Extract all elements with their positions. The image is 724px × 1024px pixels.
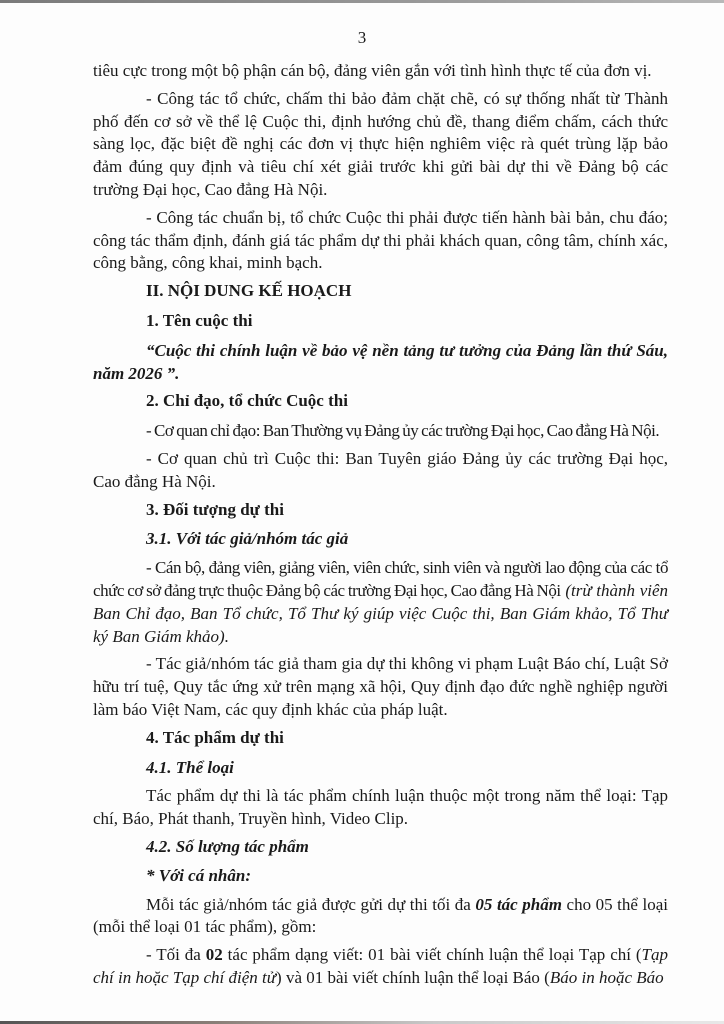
heading-direction: 2. Chỉ đạo, tổ chức Cuộc thi bbox=[146, 391, 348, 411]
paragraph-directing-agency: - Cơ quan chỉ đạo: Ban Thường vụ Đảng ủy các trường Đại học, Cao đẳng Hà Nội. bbox=[146, 421, 660, 441]
written-count: 02 bbox=[205, 945, 223, 965]
eligible-text: - Cán bộ, đảng viên, giảng viên, viên chức, sinh viên và người lao động của các tổ chức cơ sở đảng trực thuộc Đảng bộ các trường Đại học, Cao đẳng Hà Nội bbox=[93, 558, 668, 600]
written-magazine-types: Tạp chí in hoặc Tạp chí điện tử bbox=[93, 945, 669, 987]
scan-edge-top bbox=[0, 0, 724, 3]
document-body bbox=[93, 60, 668, 995]
page-number: 3 bbox=[357, 28, 367, 47]
paragraph-genres: Tác phẩm dự thi là tác phẩm chính luận thuộc một trong năm thể loại: Tạp chí, Báo, Phát thanh, Truyền hình, Video Clip. bbox=[93, 786, 668, 829]
heading-entry-count: 4.2. Số lượng tác phẩm bbox=[146, 836, 309, 856]
contest-name: “Cuộc thi chính luận về bảo vệ nền tảng tư tưởng của Đảng lần thứ Sáu, năm 2026 ”. bbox=[93, 340, 668, 383]
section-heading-II: II. NỘI DUNG KẾ HOẠCH bbox=[146, 281, 352, 301]
paragraph-continuation: tiêu cực trong một bộ phận cán bộ, đảng viên gắn với tình hình thực tế của đơn vị. bbox=[93, 61, 652, 80]
written-text-e: ) và 01 bài viết chính luận thể loại Báo ( bbox=[276, 967, 550, 987]
paragraph-eligible-participants bbox=[93, 557, 668, 648]
heading-individual: * Với cá nhân: bbox=[146, 865, 252, 885]
entry-limit-text-c: cho 05 thể loại (mỗi thể loại 01 tác phẩm), gồm: bbox=[93, 894, 668, 937]
entry-limit-count: 05 tác phẩm bbox=[475, 894, 562, 914]
heading-genres: 4.1. Thể loại bbox=[146, 757, 234, 777]
paragraph-organization: - Công tác tổ chức, chấm thi bảo đảm chặt chẽ, có sự thống nhất từ Thành phố đến cơ sở về thể lệ Cuộc thi, định hướng chủ đề, thang điểm chấm, cách thức sàng lọc, đặc biệt đề nghị các đơn vị thực hiện nghiêm việc rà quét trùng lặp bảo đảm đúng quy định và tiêu chí xét giải trước khi gửi bài dự thi về Đảng bộ các trường Đại học, Cao đẳng Hà Nội. bbox=[93, 88, 668, 199]
heading-authors: 3.1. Với tác giả/nhóm tác giả bbox=[146, 529, 349, 549]
heading-participants: 3. Đối tượng dự thi bbox=[146, 499, 284, 519]
paragraph-written-entries bbox=[93, 944, 668, 990]
paragraph-entry-limit bbox=[93, 894, 668, 940]
written-text-a: - Tối đa bbox=[146, 945, 206, 965]
entry-limit-text-a: Mỗi tác giả/nhóm tác giả được gửi dự thi tối đa bbox=[146, 894, 476, 914]
paragraph-presiding-agency: - Cơ quan chủ trì Cuộc thi: Ban Tuyên giáo Đảng ủy các trường Đại học, Cao đẳng Hà Nội. bbox=[93, 448, 668, 491]
paragraph-compliance: - Tác giả/nhóm tác giả tham gia dự thi không vi phạm Luật Báo chí, Luật Sở hữu trí tuệ, Quy tắc ứng xử trên mạng xã hội, Quy định đạo đức nghề nghiệp người làm báo Việt Nam, các quy định khác của pháp luật. bbox=[93, 654, 668, 719]
heading-contest-name: 1. Tên cuộc thi bbox=[146, 310, 253, 330]
written-newspaper-types: Báo in hoặc Báo bbox=[549, 967, 664, 987]
exclusion-text: (trừ thành viên Ban Chỉ đạo, Ban Tổ chức, Tổ Thư ký giúp việc Cuộc thi, Ban Giám khảo, Tổ Thư ký Ban Giám khảo). bbox=[93, 580, 669, 646]
written-text-c: tác phẩm dạng viết: 01 bài viết chính luận thể loại Tạp chí ( bbox=[222, 945, 642, 965]
heading-entries: 4. Tác phẩm dự thi bbox=[146, 727, 284, 747]
paragraph-preparation: - Công tác chuẩn bị, tổ chức Cuộc thi phải được tiến hành bài bản, chu đáo; công tác thẩm định, đánh giá tác phẩm dự thi phải khách quan, công tâm, chính xác, công bằng, công khai, minh bạch. bbox=[93, 207, 668, 273]
